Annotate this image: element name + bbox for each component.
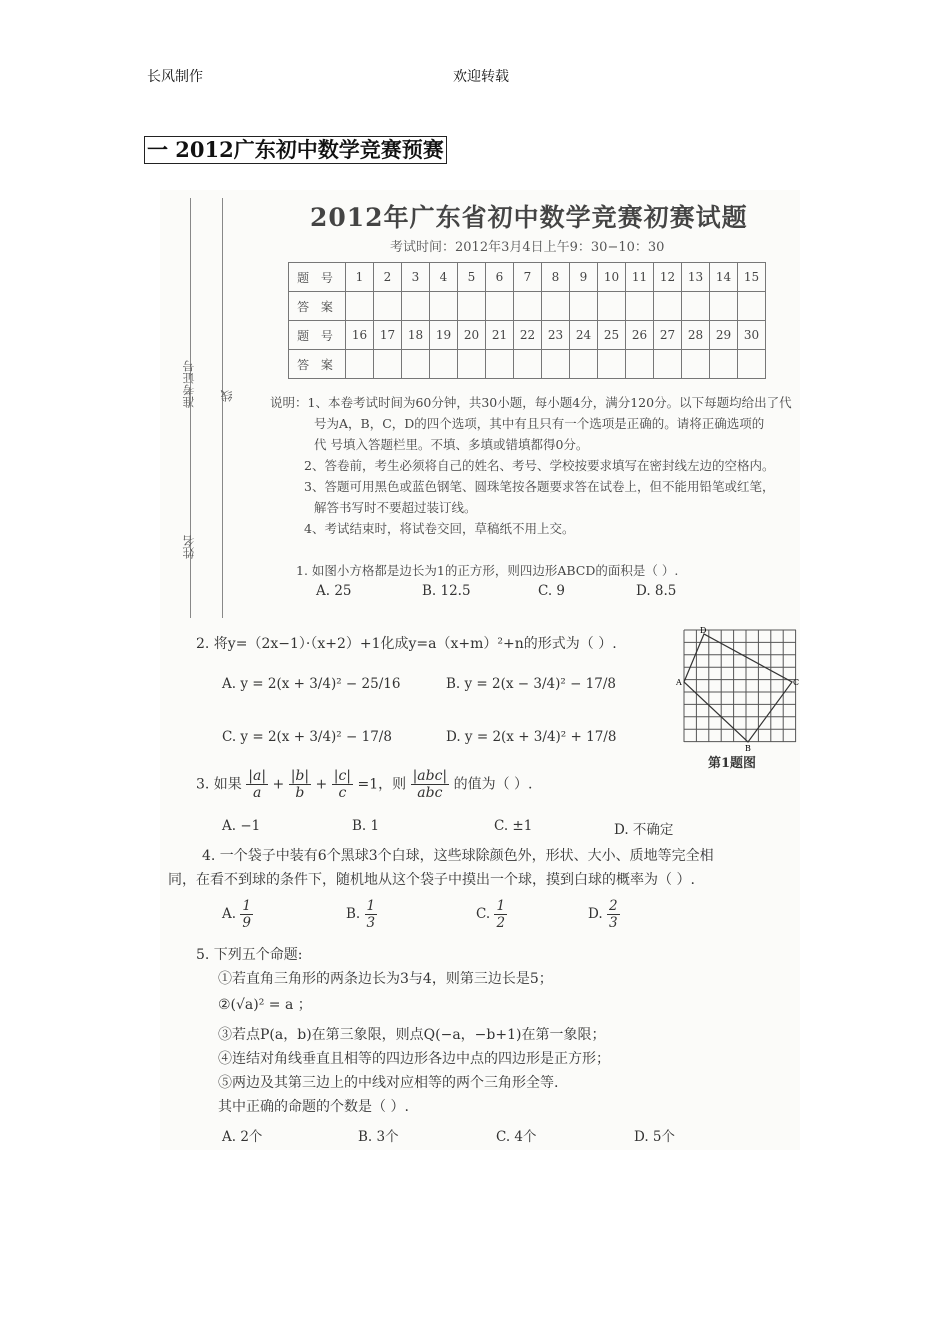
q3-frac-c xyxy=(332,768,353,801)
id-label: 准考证号 xyxy=(182,360,196,408)
instructions xyxy=(270,392,800,539)
frac-num: |b| xyxy=(290,768,310,784)
table-cell xyxy=(458,350,486,379)
opt-label: B. xyxy=(346,906,361,922)
table-cell xyxy=(654,292,682,321)
table-cell xyxy=(458,292,486,321)
table-cell: 6 xyxy=(486,263,514,292)
question-2: 2. 将y=（2x−1）·（x+2）+1化成y=a（x+m）²+n的形式为（ ）. xyxy=(196,636,617,652)
table-cell: 18 xyxy=(402,321,430,350)
table-cell: 4 xyxy=(430,263,458,292)
table-cell xyxy=(486,350,514,379)
note-line: 3、答题可用黑色或蓝色钢笔、圆珠笔按各题要求答在试卷上，但不能用铅笔或红笔， xyxy=(304,479,775,494)
q3-option-c: C. ±1 xyxy=(494,818,533,834)
table-cell xyxy=(682,292,710,321)
figure-1-caption: 第1题图 xyxy=(708,756,757,771)
question-1: 1. 如图小方格都是边长为1的正方形，则四边形ABCD的面积是（ ）. xyxy=(296,563,679,578)
frac-num: 1 xyxy=(242,898,251,914)
table-cell: 12 xyxy=(654,263,682,292)
table-cell: 11 xyxy=(626,263,654,292)
q5-item-5: ⑤两边及其第三边上的中线对应相等的两个三角形全等. xyxy=(218,1075,559,1091)
frac-den: abc xyxy=(417,785,443,801)
frac-num: 1 xyxy=(366,898,376,914)
table-cell-label: 题 号 xyxy=(289,321,346,350)
line-label: 线 xyxy=(220,390,234,402)
table-cell: 9 xyxy=(570,263,598,292)
note-line: 号为A，B，C，D的四个选项，其中有且只有一个选项是正确的。请将正确选项的 xyxy=(314,416,765,431)
frac-num: |a| xyxy=(248,768,267,784)
table-cell: 21 xyxy=(486,321,514,350)
q3-frac-a xyxy=(246,768,268,801)
table-cell: 24 xyxy=(570,321,598,350)
question-4-line2: 同，在看不到球的条件下，随机地从这个袋子中摸出一个球，摸到白球的概率为（ ）. xyxy=(168,872,695,888)
table-cell xyxy=(626,350,654,379)
table-cell xyxy=(738,350,766,379)
frac-den: a xyxy=(252,785,262,801)
question-3: 3. 如果 $\frac{|a|}{a}$ + $\frac{|b|}{b}$ + $\frac{|c|}{c}$ =1，则 $\frac{\text{|abc|}}{\text{abc}}$ 的值为（ ）. xyxy=(196,768,533,801)
table-cell xyxy=(514,292,542,321)
frac-den: 3 xyxy=(366,915,376,931)
table-cell: 20 xyxy=(458,321,486,350)
note-line: 代 号填入答题栏里。不填、多填或错填都得0分。 xyxy=(314,437,589,452)
q5-question: 其中正确的命题的个数是（ ）. xyxy=(218,1099,409,1115)
frac-num: 1 xyxy=(496,898,506,914)
table-cell xyxy=(346,292,374,321)
table-row xyxy=(289,292,766,321)
table-cell xyxy=(430,350,458,379)
q4-frac-d xyxy=(607,898,620,931)
table-cell: 13 xyxy=(682,263,710,292)
table-cell: 15 xyxy=(738,263,766,292)
header-left: 长风制作 xyxy=(147,69,203,85)
q4-option-a xyxy=(222,898,253,931)
table-cell: 27 xyxy=(654,321,682,350)
fig1-label-d: D xyxy=(700,626,707,635)
frac-den: 9 xyxy=(242,915,251,931)
table-cell xyxy=(486,292,514,321)
table-cell: 7 xyxy=(514,263,542,292)
note-line: 解答书写时不要超过装订线。 xyxy=(314,500,477,515)
q2-option-a: A. y = 2(x + 3/4)² − 25/16 xyxy=(222,676,401,692)
fig1-label-a: A xyxy=(676,678,682,687)
q2-option-c: C. y = 2(x + 3/4)² − 17/8 xyxy=(222,729,392,745)
q2-option-b: B. y = 2(x − 3/4)² − 17/8 xyxy=(446,676,617,692)
note-line: 2、答卷前，考生必须将自己的姓名、考号、学校按要求填写在密封线左边的空格内。 xyxy=(304,458,775,473)
q4-option-d xyxy=(588,898,620,931)
q5-item-3: ③若点P(a，b)在第三象限，则点Q(−a，−b+1)在第一象限； xyxy=(218,1027,606,1043)
q3-frac-b xyxy=(289,768,311,801)
q3-frac-abc xyxy=(411,768,450,801)
exam-time: 考试时间：2012年3月4日上午9：30−10：30 xyxy=(390,240,665,255)
q1-option-c: C. 9 xyxy=(538,583,566,599)
table-cell-label: 题 号 xyxy=(289,263,346,292)
frac-den: 3 xyxy=(608,915,618,931)
q1-option-d: D. 8.5 xyxy=(636,583,677,599)
table-cell: 3 xyxy=(402,263,430,292)
table-row xyxy=(289,350,766,379)
frac-num: |c| xyxy=(333,768,352,784)
table-cell: 25 xyxy=(598,321,626,350)
table-cell xyxy=(570,292,598,321)
table-cell xyxy=(570,350,598,379)
table-row xyxy=(289,321,766,350)
frac-den: 2 xyxy=(496,915,506,931)
table-cell: 19 xyxy=(430,321,458,350)
table-cell: 29 xyxy=(710,321,738,350)
opt-label: C. xyxy=(476,906,491,922)
note-line: 4、考试结束时，将试卷交回，草稿纸不用上交。 xyxy=(304,521,575,536)
q3-mid: =1，则 xyxy=(357,776,407,793)
table-cell xyxy=(402,350,430,379)
table-cell xyxy=(598,292,626,321)
fig1-label-c: C xyxy=(793,678,800,687)
fig1-label-b: B xyxy=(745,744,751,753)
note-line: 说明：1、本卷考试时间为60分钟，共30小题，每小题4分，满分120分。以下每题均给出了代 xyxy=(270,395,792,410)
q5-option-b: B. 3个 xyxy=(358,1129,399,1145)
table-cell xyxy=(626,292,654,321)
table-cell: 22 xyxy=(514,321,542,350)
opt-label: D. xyxy=(588,906,603,922)
q3-option-b: B. 1 xyxy=(352,818,380,834)
q1-option-a: A. 25 xyxy=(316,583,352,599)
q1-option-b: B. 12.5 xyxy=(422,583,471,599)
table-cell xyxy=(374,350,402,379)
frac-num: 2 xyxy=(608,898,618,914)
q4-frac-b xyxy=(365,898,378,931)
table-cell-label: 答 案 xyxy=(289,292,346,321)
exam-scan xyxy=(160,190,800,1150)
question-4-line1: 4. 一个袋子中装有6个黑球3个白球，这些球除颜色外，形状、大小、质地等完全相 xyxy=(202,848,714,864)
q3-prefix: 3. 如果 xyxy=(196,776,242,793)
table-cell xyxy=(654,350,682,379)
table-cell xyxy=(430,292,458,321)
table-cell xyxy=(514,350,542,379)
q5-option-c: C. 4个 xyxy=(496,1129,537,1145)
frac-den: c xyxy=(338,785,347,801)
q4-frac-c xyxy=(494,898,507,931)
table-cell xyxy=(542,292,570,321)
table-cell xyxy=(682,350,710,379)
frac-num: |abc| xyxy=(412,768,448,784)
question-5: 5. 下列五个命题: xyxy=(196,947,303,963)
table-cell: 28 xyxy=(682,321,710,350)
table-cell: 2 xyxy=(374,263,402,292)
table-cell: 26 xyxy=(626,321,654,350)
table-cell: 16 xyxy=(346,321,374,350)
answer-table xyxy=(288,262,766,379)
table-cell: 8 xyxy=(542,263,570,292)
table-cell xyxy=(710,292,738,321)
q5-item-4: ④连结对角线垂直且相等的四边形各边中点的四边形是正方形； xyxy=(218,1051,610,1067)
q3-option-d: D. 不确定 xyxy=(614,822,674,838)
table-cell: 10 xyxy=(598,263,626,292)
table-cell: 1 xyxy=(346,263,374,292)
q5-option-a: A. 2个 xyxy=(222,1129,263,1145)
q3-option-a: A. −1 xyxy=(222,818,261,834)
header-center: 欢迎转载 xyxy=(453,69,509,85)
q4-option-b xyxy=(346,898,377,931)
table-cell: 23 xyxy=(542,321,570,350)
frac-den: b xyxy=(295,785,305,801)
table-cell xyxy=(374,292,402,321)
table-row xyxy=(289,263,766,292)
opt-label: A. xyxy=(222,906,237,922)
exam-title: 2012年广东省初中数学竞赛初赛试题 xyxy=(310,203,748,232)
table-cell xyxy=(598,350,626,379)
table-cell: 5 xyxy=(458,263,486,292)
table-cell: 14 xyxy=(710,263,738,292)
table-cell xyxy=(346,350,374,379)
table-cell: 30 xyxy=(738,321,766,350)
table-cell-label: 答 案 xyxy=(289,350,346,379)
binding-line-2 xyxy=(222,198,223,618)
quad-abcd xyxy=(684,634,792,742)
table-cell xyxy=(542,350,570,379)
section-title: 一 2012广东初中数学竞赛预赛 xyxy=(144,136,447,164)
q5-item-1: ①若直角三角形的两条边长为3与4，则第三边长是5； xyxy=(218,971,553,987)
q5-item-2: ②(√a)² = a ； xyxy=(218,997,312,1013)
q3-suffix: 的值为（ ）. xyxy=(453,776,533,793)
q4-option-c xyxy=(476,898,507,931)
table-cell xyxy=(738,292,766,321)
table-cell xyxy=(402,292,430,321)
name-label: 姓名 xyxy=(182,535,196,559)
q2-option-d: D. y = 2(x + 3/4)² + 17/8 xyxy=(446,729,617,745)
q5-option-d: D. 5个 xyxy=(634,1129,676,1145)
table-cell: 17 xyxy=(374,321,402,350)
figure-1-grid xyxy=(676,626,800,753)
q4-frac-a xyxy=(240,898,253,931)
table-cell xyxy=(710,350,738,379)
